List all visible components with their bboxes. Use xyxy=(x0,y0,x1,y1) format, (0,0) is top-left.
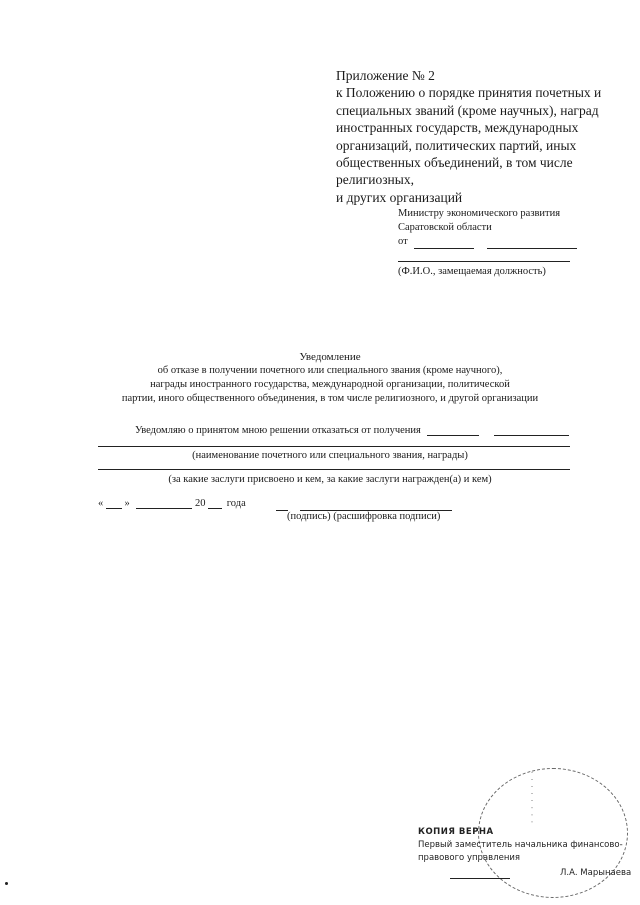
signature-caption: (подпись) (расшифровка подписи) xyxy=(287,511,441,522)
addressee-caption: (Ф.И.О., замещаемая должность) xyxy=(398,266,546,277)
certifier-name: Л.А. Марынаева xyxy=(560,868,632,878)
day-blank[interactable] xyxy=(106,498,122,509)
caption-merit: (за какие заслуги присвоено и кем, за какие заслуги награжден(а) и кем) xyxy=(168,474,492,485)
name-rule xyxy=(398,261,570,262)
caption-award: (наименование почетного или специального звания, награды) xyxy=(192,450,468,461)
addressee-line: Саратовской области xyxy=(398,222,492,233)
copy-title: КОПИЯ ВЕРНА xyxy=(418,827,494,837)
copy-certification xyxy=(418,826,623,865)
certifier-position: Первый заместитель начальника финансово- xyxy=(418,840,623,850)
notice-heading xyxy=(90,350,570,406)
notice-subtitle-line: партии, иного общественного объединения, в том числе религиозного, и другой организации xyxy=(121,393,539,404)
date-close-quote: » xyxy=(124,498,130,509)
notice-subtitle-line: об отказе в получении почетного или специального звания (кроме научного), xyxy=(157,365,503,376)
date-row xyxy=(98,498,246,509)
certifier-signature-rule xyxy=(450,878,510,879)
appendix-header xyxy=(336,67,626,206)
intro-row xyxy=(135,425,569,436)
stamp-text: · · · · · · · · xyxy=(528,770,537,824)
year-suffix: года xyxy=(226,498,246,509)
appendix-line: и других организаций xyxy=(336,189,463,205)
merit-rule[interactable] xyxy=(98,469,570,470)
from-blank[interactable] xyxy=(414,238,474,249)
appendix-line: иностранных государств, международных xyxy=(336,120,579,136)
date-open-quote: « xyxy=(98,498,104,509)
appendix-line: организаций, политических партий, иных xyxy=(336,137,577,153)
award-rule[interactable] xyxy=(98,446,570,447)
appendix-line: к Положению о порядке принятия почетных и xyxy=(336,85,602,101)
appendix-line: религиозных, xyxy=(336,172,414,188)
from-row xyxy=(398,235,628,249)
notice-subtitle-line: награды иностранного государства, международной организации, политической xyxy=(150,379,510,390)
from-label: от xyxy=(398,236,408,247)
month-blank[interactable] xyxy=(136,498,192,509)
notice-title: Уведомление xyxy=(299,351,361,363)
certifier-department: правового управления xyxy=(418,853,521,863)
appendix-line: Приложение № 2 xyxy=(336,68,435,83)
year-blank[interactable] xyxy=(208,498,222,509)
appendix-line: общественных объединений, в том числе xyxy=(336,155,573,171)
award-blank[interactable] xyxy=(427,425,479,436)
scan-speck xyxy=(5,882,8,885)
from-blank[interactable] xyxy=(487,238,577,249)
appendix-line: специальных званий (кроме научных), наград xyxy=(336,102,599,118)
addressee-line: Министру экономического развития xyxy=(398,208,561,219)
award-blank[interactable] xyxy=(494,425,569,436)
year-prefix: 20 xyxy=(195,498,206,509)
addressee-block xyxy=(398,207,628,279)
intro-text: Уведомляю о принятом мною решении отказаться от получения xyxy=(135,425,421,436)
